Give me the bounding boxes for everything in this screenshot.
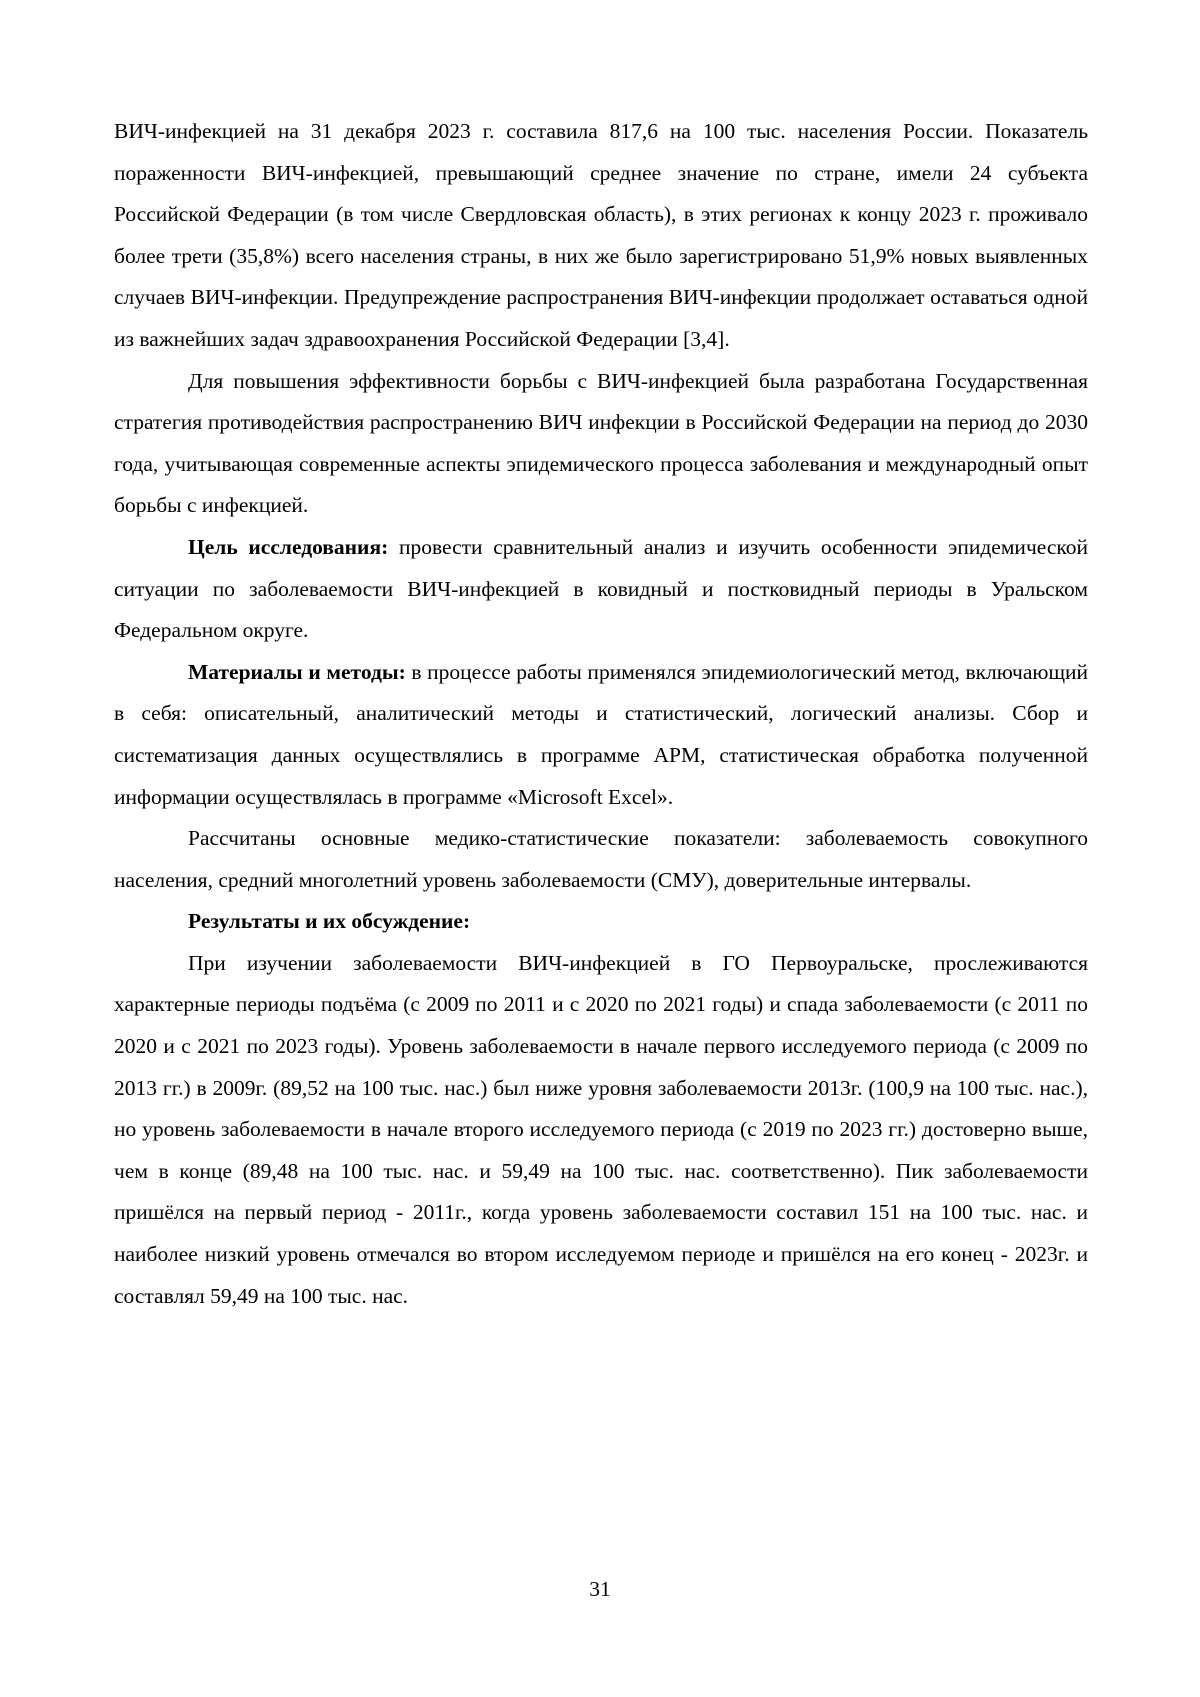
page-number: 31 xyxy=(589,1577,611,1601)
paragraph-study-goal xyxy=(114,527,1088,652)
paragraph-state-strategy: Для повышения эффективности борьбы с ВИЧ-инфекцией была разработана Государственная стратегия противодействия распространению ВИЧ инфекции в Российской Федерации на период до 2030 года, учитывающая современные аспекты эпидемического процесса заболевания и международный опыт борьбы с инфекцией. xyxy=(114,368,1088,518)
page-body xyxy=(114,111,1088,1317)
materials-methods-label: Материалы и методы: xyxy=(188,659,406,684)
paragraph-materials-methods xyxy=(114,652,1088,818)
study-goal-label: Цель исследования: xyxy=(188,534,389,559)
results-heading: Результаты и их обсуждение: xyxy=(188,909,471,934)
study-goal-text: провести сравнительный анализ и изучить особенности эпидемической ситуации по заболеваемости ВИЧ-инфекцией в ковидный и постковидный периоды в Уральском Федеральном округе. xyxy=(114,534,1088,643)
paragraph-hiv-prevalence: ВИЧ-инфекцией на 31 декабря 2023 г. составила 817,6 на 100 тыс. населения России. Показатель пораженности ВИЧ-инфекцией, превышающий среднее значение по стране, имели 24 субъекта Российской Федерации (в том числе Свердловская область), в этих регионах к концу 2023 г. проживало более трети (35,8%) всего населения страны, в них же было зарегистрировано 51,9% новых выявленных случаев ВИЧ-инфекции. Предупреждение распространения ВИЧ-инфекции продолжает оставаться одной из важнейших задач здравоохранения Российской Федерации [3,4]. xyxy=(114,119,1088,351)
materials-methods-text: в процессе работы применялся эпидемиологический метод, включающий в себя: описательный, аналитический методы и статистический, логический анализы. Сбор и систематизация данных осуществлялись в программе АРМ, статистическая обработка полученной информации осуществлялась в программе «Microsoft Excel». xyxy=(114,659,1089,809)
paragraph-statistics: Рассчитаны основные медико-статистические показатели: заболеваемость совокупного населения, средний многолетний уровень заболеваемости (СМУ), доверительные интервалы. xyxy=(114,826,1088,892)
paragraph-results: При изучении заболеваемости ВИЧ-инфекцией в ГО Первоуральске, прослеживаются характерные периоды подъёма (с 2009 по 2011 и с 2020 по 2021 годы) и спада заболеваемости (с 2011 по 2020 и с 2021 по 2023 годы). Уровень заболеваемости в начале первого исследуемого периода (с 2009 по 2013 гг.) в 2009г. (89,52 на 100 тыс. нас.) был ниже уровня заболеваемости 2013г. (100,9 на 100 тыс. нас.), но уровень заболеваемости в начале второго исследуемого периода (с 2019 по 2023 гг.) достоверно выше, чем в конце (89,48 на 100 тыс. нас. и 59,49 на 100 тыс. нас. соответственно). Пик заболеваемости пришёлся на первый период - 2011г., когда уровень заболеваемости составил 151 на 100 тыс. нас. и наиболее низкий уровень отмечался во втором исследуемом периоде и пришёлся на его конец - 2023г. и составлял 59,49 на 100 тыс. нас. xyxy=(114,950,1088,1308)
